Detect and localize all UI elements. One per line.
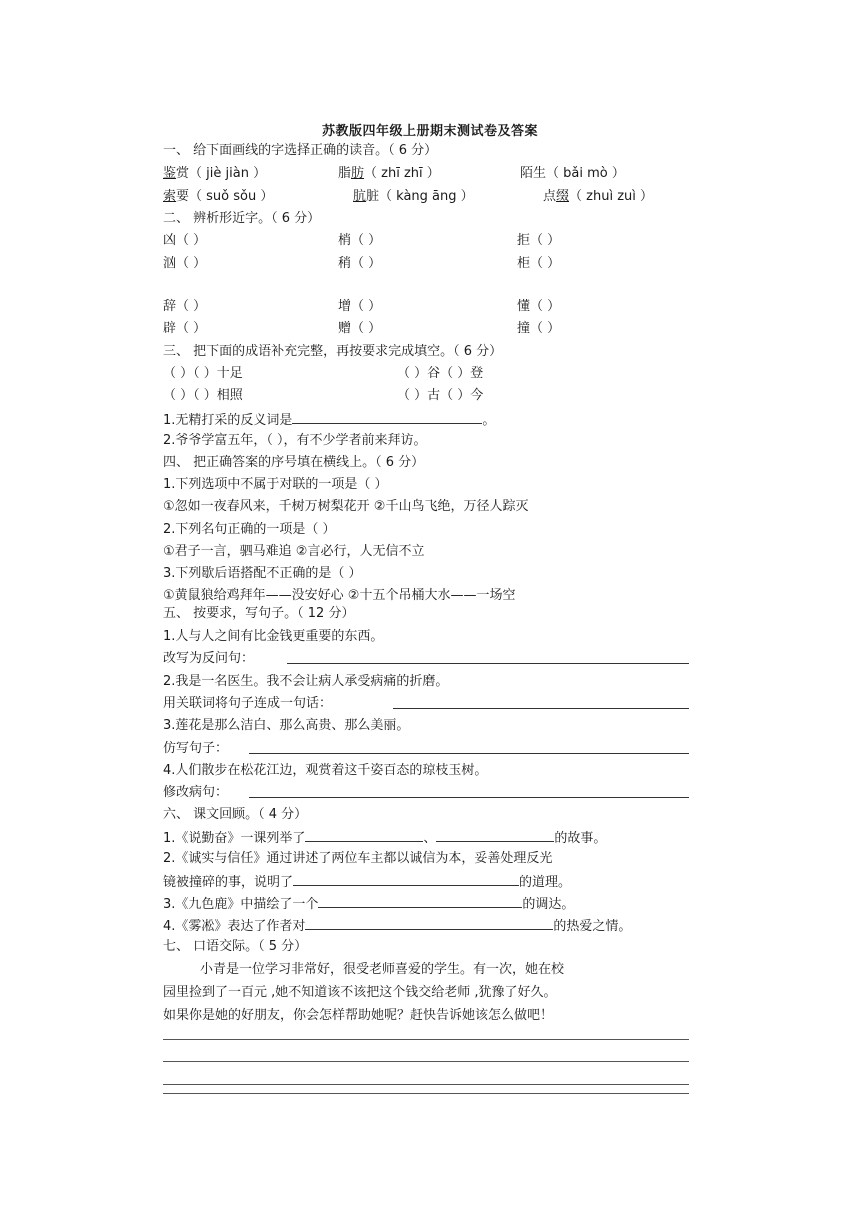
idiom-item: （ ）古（ ）今 — [397, 388, 484, 403]
answer-line[interactable] — [393, 708, 689, 709]
section-3-heading: 三、 把下面的成语补充完整，再按要求完成填空。（ 6 分） — [163, 344, 503, 359]
char-cell: 稍（ ） — [338, 256, 382, 271]
char-cell: 柜（ ） — [517, 256, 561, 271]
s7-paragraph-line: 如果你是她的好朋友，你会怎样帮助她呢？赶快告诉她该怎么做吧！ — [163, 1008, 554, 1023]
s4-options-2: ①君子一言，驷马难追 ②言必行，人无信不立 — [163, 544, 425, 559]
writing-line[interactable] — [163, 1093, 689, 1094]
answer-blank[interactable] — [293, 872, 519, 886]
s6-question-3: 3.《九色鹿》中描绘了一个 的调达。 — [163, 894, 574, 914]
s4-question-2: 2.下列名句正确的一项是（ ） — [163, 522, 336, 537]
idiom-item: （ ）（ ）相照 — [163, 388, 243, 403]
s6-question-2-line2: 镜被撞碎的事，说明了 的道理。 — [163, 872, 571, 892]
section-7-heading: 七、 口语交际。（ 5 分） — [163, 939, 308, 954]
pinyin-item-2: 脂肪（ zhī zhī ） — [338, 166, 440, 181]
answer-blank[interactable] — [305, 916, 553, 930]
answer-blank[interactable] — [436, 828, 554, 842]
answer-line[interactable] — [287, 663, 689, 664]
section-5-heading: 五、 按要求，写句子。（ 12 分） — [163, 606, 355, 621]
s5-answer-label: 修改病句： — [163, 785, 229, 800]
s7-paragraph-line: 园里捡到了一百元 ,她不知道该不该把这个钱交给老师 ,犹豫了好久。 — [163, 985, 557, 1000]
idiom-item: （ ）谷（ ）登 — [397, 366, 484, 381]
char-cell: 凶（ ） — [163, 233, 207, 248]
writing-line[interactable] — [163, 1061, 689, 1062]
pinyin-item-1: 鉴赏（ jiè jiàn ） — [163, 166, 267, 181]
s4-question-3: 3.下列歇后语搭配不正确的是（ ） — [163, 566, 362, 581]
s5-answer-label: 改写为反问句： — [163, 651, 255, 666]
answer-blank[interactable] — [305, 828, 423, 842]
answer-line[interactable] — [249, 797, 689, 798]
s3-question-2: 2.爷爷学富五年，（ ），有不少学者前来拜访。 — [163, 433, 427, 448]
pinyin-item-6: 点缀（ zhuì zuì ） — [543, 189, 654, 204]
s5-question: 2.我是一名医生。我不会让病人承受病痛的折磨。 — [163, 674, 449, 689]
s5-question: 1.人与人之间有比金钱更重要的东西。 — [163, 629, 384, 644]
s7-paragraph-line: 小青是一位学习非常好，很受老师喜爱的学生。有一次，她在校 — [200, 962, 565, 977]
pinyin-item-4: 索要（ suǒ sǒu ） — [163, 189, 274, 204]
section-4-heading: 四、 把正确答案的序号填在横线上。（ 6 分） — [163, 455, 425, 470]
idiom-item: （ ）（ ）十足 — [163, 366, 243, 381]
char-cell: 懂（ ） — [517, 299, 561, 314]
s4-options-1: ①忽如一夜春风来，千树万树梨花开 ②千山鸟飞绝，万径人踪灭 — [163, 499, 529, 514]
s5-answer-label: 用关联词将句子连成一句话： — [163, 696, 333, 711]
writing-line[interactable] — [163, 1084, 689, 1085]
section-2-heading: 二、 辨析形近字。（ 6 分） — [163, 211, 321, 226]
s6-question-1: 1.《说勤奋》一课列举了 、 的故事。 — [163, 828, 606, 848]
s3-question-1: 1.无精打采的反义词是 。 — [163, 410, 495, 430]
char-cell: 汹（ ） — [163, 256, 207, 271]
pinyin-item-3: 陌生（ bǎi mò ） — [520, 166, 625, 181]
s4-question-1: 1.下列选项中不属于对联的一项是（ ） — [163, 477, 388, 492]
char-cell: 赠（ ） — [338, 321, 382, 336]
char-cell: 梢（ ） — [338, 233, 382, 248]
s5-question: 4.人们散步在松花江边，观赏着这千姿百态的琼枝玉树。 — [163, 763, 488, 778]
s5-question: 3.莲花是那么洁白、那么高贵、那么美丽。 — [163, 718, 410, 733]
answer-blank[interactable] — [318, 894, 522, 908]
char-cell: 拒（ ） — [517, 233, 561, 248]
char-cell: 撞（ ） — [517, 321, 561, 336]
answer-line[interactable] — [249, 753, 689, 754]
answer-blank[interactable] — [292, 410, 482, 424]
writing-line[interactable] — [163, 1039, 689, 1040]
s6-question-2-line1: 2.《诚实与信任》通过讲述了两位车主都以诚信为本，妥善处理反光 — [163, 851, 553, 866]
char-cell: 辟（ ） — [163, 321, 207, 336]
s4-options-3: ①黄鼠狼给鸡拜年——没安好心 ②十五个吊桶大水——一场空 — [163, 588, 516, 603]
section-1-heading: 一、 给下面画线的字选择正确的读音。（ 6 分） — [163, 143, 438, 158]
page-title: 苏教版四年级上册期末测试卷及答案 — [321, 124, 538, 139]
char-cell: 增（ ） — [338, 299, 382, 314]
s6-question-4: 4.《雾凇》表达了作者对 的热爱之情。 — [163, 916, 631, 936]
char-cell: 辞（ ） — [163, 299, 207, 314]
s5-answer-label: 仿写句子： — [163, 741, 229, 756]
section-6-heading: 六、 课文回顾。（ 4 分） — [163, 807, 308, 822]
pinyin-item-5: 肮脏（ kàng āng ） — [353, 189, 474, 204]
